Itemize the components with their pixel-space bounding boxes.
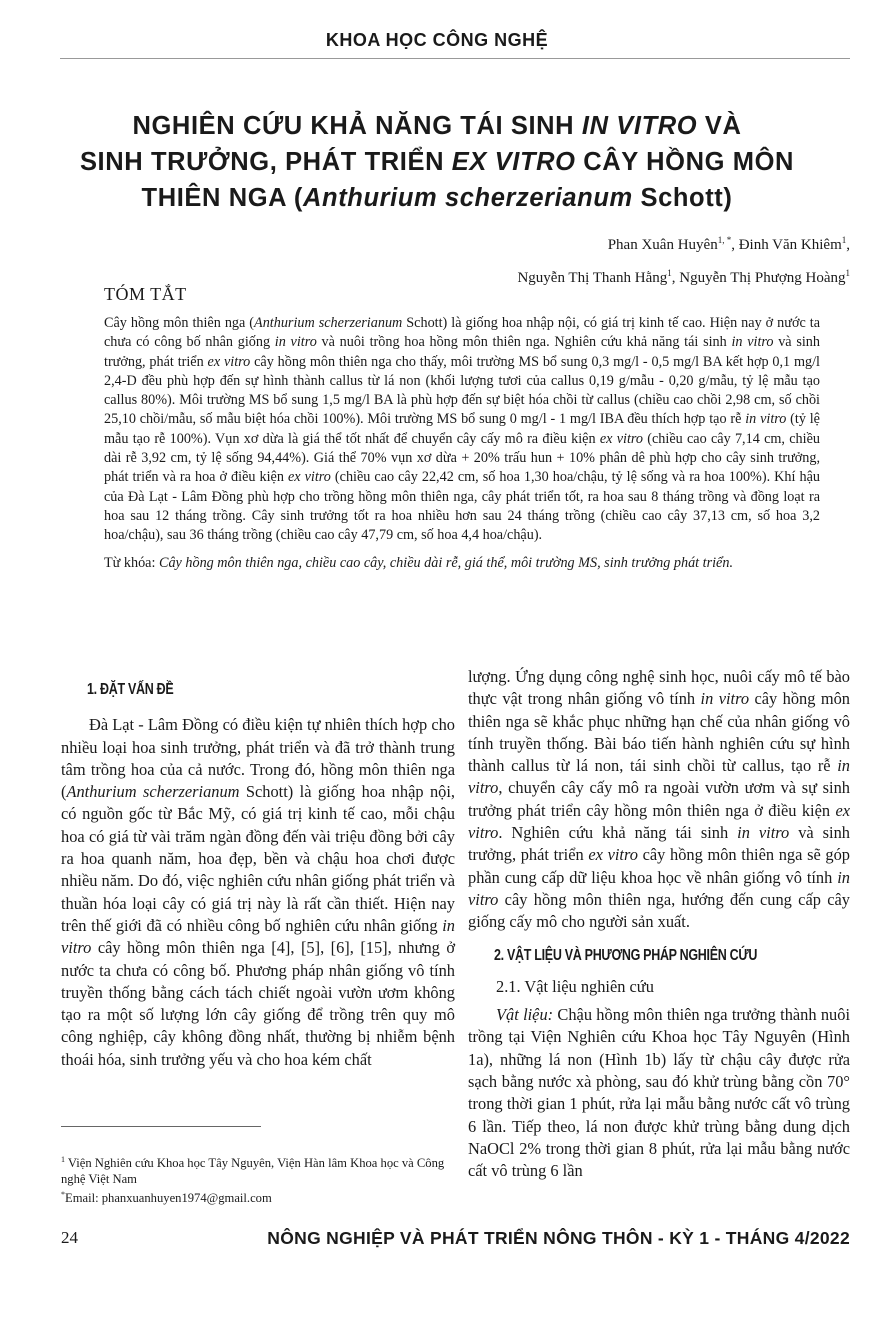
italic-text: ex vitro (599, 430, 643, 447)
text-run: Nguyễn Thị Thanh Hằng (517, 270, 668, 286)
superscript-mark: 1 (667, 268, 672, 278)
text-run: cây hồng môn thiên nga sẽ góp phần cung cấp dữ liệu khoa học về nhân giống vô tính (468, 845, 850, 887)
italic-text: EX VITRO (451, 148, 576, 176)
text-run: . Nghiên cứu khả năng tái sinh (498, 823, 738, 843)
page-number: 24 (61, 1228, 78, 1247)
journal-name: NÔNG NGHIỆP VÀ PHÁT TRIỂN NÔNG THÔN - KỲ 1 - THÁNG 4/2022 (267, 1228, 850, 1248)
text-run: VÀ (697, 112, 742, 140)
text-run: Schott) (632, 184, 733, 212)
footnote-divider (61, 1126, 261, 1127)
text-run: (chiều cao cây 22,42 cm, số hoa 1,30 hoa/chậu, tỷ lệ sống và ra hoa 100%). Khí hậu của Đà Lạt - Lâm Đồng phù hợp cho trồng hồng môn thiên nga, cây phát triển tốt, ra hoa sau 8 tháng trồng và đồng loạt ra hoa sau 12 tháng trồng. Cây sinh trưởng tốt ra hoa nhiều hơn sau 24 tháng trồng (chiều cao cây 37,13 cm, số hoa 3,2 hoa/chậu), sau 36 tháng trồng (chiều cao cây 47,79 cm, số hoa 4,4 hoa/chậu). (104, 469, 820, 544)
authors-line (517, 226, 850, 259)
text-run: NGHIÊN CỨU KHẢ NĂNG TÁI SINH (132, 112, 582, 140)
italic-text: ex vitro (468, 800, 850, 843)
italic-text: Cây hồng môn thiên nga, chiều cao cây, chiều dài rễ, giá thể, môi trường MS, sinh trưởng phát triển. (158, 554, 733, 571)
italic-text: IN VITRO (581, 112, 698, 140)
italic-text: ex vitro (207, 353, 251, 370)
text-run: CÂY HỒNG MÔN (575, 148, 795, 176)
italic-text: in vitro (737, 823, 790, 843)
abstract-body (104, 314, 820, 546)
text-run: THIÊN NGA ( (141, 184, 303, 212)
article-title (40, 108, 834, 216)
footnote-mark: * (61, 1190, 65, 1200)
section-header: KHOA HỌC CÔNG NGHỆ (325, 30, 549, 50)
text-run: cây hồng môn thiên nga sẽ khắc phục những hạn chế của nhân giống vô tính truyền thống. Bài báo tiến hành nghiên cứu sự hình thành callus từ lá non, tái sinh chồi từ callus, tạo rễ (468, 689, 850, 776)
italic-text: Vật liệu: (496, 1005, 554, 1025)
text-run: , (846, 237, 850, 253)
footnote-email (61, 1187, 451, 1206)
italic-text: in vitro (468, 756, 850, 798)
text-run: và sinh trưởng, phát triển (104, 334, 820, 370)
italic-text: Anthurium scherzerianum (254, 315, 403, 331)
superscript-mark: 1 (845, 268, 850, 278)
text-run: và sinh trưởng, phát triển (468, 823, 850, 865)
column-right (468, 666, 850, 1183)
italic-text: in vitro (700, 689, 750, 709)
abstract (104, 314, 820, 573)
text-run: Chậu hồng môn thiên nga trưởng thành nuôi trồng tại Viện Nghiên cứu Khoa học Tây Nguyên (Hình 1a), những lá non (Hình 1b) lấy từ chậu cây được rửa sạch bằng nước xà phòng, sau đó khử trùng bằng cồn 70° trong thời gian 1 phút, rửa lại mẫu bằng nước cất vô trùng 6 lần. Tiếp theo, lá non được khử trùng bằng dung dịch NaOCl 2% trong thời gian 8 phút, rửa lại mẫu bằng nước cất vô trùng 6 lần (468, 1005, 850, 1181)
text-run: Cây hồng môn thiên nga ( (104, 315, 255, 331)
footnotes (61, 1152, 451, 1206)
text-run: (tỷ lệ mẫu tạo rễ 100%). Vụn xơ dừa là giá thể tốt nhất để chuyển cây cấy mô ra điều kiện (104, 411, 820, 447)
authors-line (517, 259, 850, 292)
italic-text: Anthurium scherzerianum (66, 782, 240, 802)
text-run: , Đinh Văn Khiêm (731, 237, 842, 253)
section-2-paragraph (468, 1004, 850, 1182)
text-run: Từ khóa: (104, 554, 159, 571)
text-run: SINH TRƯỞNG, PHÁT TRIỂN (79, 148, 452, 176)
text-run: Phan Xuân Huyên (607, 237, 718, 253)
column-left (61, 676, 455, 1071)
text-run: và nuôi trồng hoa hồng môn thiên nga. Nghiên cứu khả năng tái sinh (316, 334, 732, 351)
text-run: , chuyển cây cấy mô ra ngoài vườn ươm và sự sinh trưởng phát triển cây hồng môn thiên nga ở điều kiện (468, 778, 850, 820)
header-divider (60, 58, 850, 59)
italic-text: in vitro (61, 915, 455, 958)
abstract-heading: TÓM TẮT (104, 284, 187, 304)
superscript-mark: 1, * (717, 235, 732, 245)
section-1-paragraph-continued (468, 666, 850, 934)
email-link[interactable]: Email: phanxuanhuyen1974@gmail.com (65, 1191, 272, 1206)
italic-text: in vitro (468, 867, 850, 909)
text-run: Đà Lạt - Lâm Đồng có điều kiện tự nhiên thích hợp cho nhiều loại hoa sinh trưởng, phát triển và đã trở thành trung tâm trồng hoa của cả nước. Trong đó, hồng môn thiên nga ( (61, 715, 455, 802)
keywords (104, 554, 820, 573)
text-run: cây hồng môn thiên nga [4], [5], [6], [15], nhưng ở nước ta chưa có công bố. Phương pháp nhân giống vô tính truyền thống bằng cách tách chiết ngoài vườn ươm không tạo ra một số lượng lớn cây giống để trồng trên quy mô công nghiệp, cây không đồng nhất, thường bị nhiễm bệnh thoái hóa, sinh trưởng yếu và cho hoa kém chất (61, 938, 455, 1069)
text-run: Schott) là giống hoa nhập nội, có giá trị kinh tế cao. Hiện nay ở nước ta chưa có công bố nhân giống (104, 315, 820, 351)
title-line (40, 108, 834, 144)
footnote-affiliation (61, 1152, 451, 1187)
italic-text: in vitro (745, 411, 787, 428)
text-run: cây hồng môn thiên nga, hướng đến cung cấp cây giống cấy mô cho người sản xuất. (468, 889, 850, 932)
text-run: , Nguyễn Thị Phượng Hoàng (671, 270, 846, 286)
italic-text: ex vitro (588, 845, 638, 865)
footnote-mark: 1 (61, 1155, 65, 1164)
italic-text: in vitro (274, 334, 317, 351)
section-1-paragraph (61, 714, 455, 1071)
italic-text: in vitro (731, 334, 774, 351)
subsection-2-1-heading: 2.1. Vật liệu nghiên cứu (496, 976, 654, 996)
title-line (40, 180, 834, 216)
text-run: cây hồng môn thiên nga cho thấy, môi trường MS bổ sung 0,3 mg/l - 0,5 mg/l BA kết hợp 0,1 mg/l 2,4-D đều phù hợp đến sự hình thành callus từ lá non (khối lượng tươi của callus 0,19 g/mẫu - 0,20 g/mẫu, tỷ lệ mẫu tạo callus 80%). Môi trường MS bổ sung 1,5 mg/l BA là phù hợp đến sự biệt hóa chồi từ callus (chiều cao chồi 2,98 cm, số chồi 25,10 chồi/mẫu, số mẫu biệt hóa chồi 100%). Môi trường MS bổ sung 0 mg/l - 1 mg/l IBA đều thích hợp tạo rễ (104, 353, 820, 428)
italic-text: Anthurium scherzerianum (303, 184, 633, 212)
text-run: Schott) là giống hoa nhập nội, có nguồn gốc từ Bắc Mỹ, có giá trị kinh tế cao, mỗi chậu hoa có giá từ vài trăm ngàn đồng đến vài triệu đồng bởi cây ra hoa quanh năm, hoa đẹp, bền và chậu hoa chơi được nhiều năm. Do đó, việc nghiên cứu nhân giống phát triển và thuần hóa loại cây có giá trị này là rất cần thiết. Hiện nay trên thế giới đã có nhiều công bố nghiên cứu nhân giống (61, 782, 455, 935)
footnote-text: Viện Nghiên cứu Khoa học Tây Nguyên, Viện Hàn lâm Khoa học và Công nghệ Việt Nam (61, 1156, 445, 1187)
italic-text: ex vitro (287, 469, 331, 486)
superscript-mark: 1 (841, 235, 847, 245)
section-2-heading: 2. VẬT LIỆU VÀ PHƯƠNG PHÁP NGHIÊN CỨU (494, 945, 758, 964)
section-1-heading: 1. ĐẶT VẤN ĐỀ (87, 680, 174, 698)
title-line (40, 144, 834, 180)
authors (517, 226, 850, 292)
text-run: lượng. Ứng dụng công nghệ sinh học, nuôi cấy mô tế bào thực vật trong nhân giống vô tính (468, 667, 850, 709)
text-run: (chiều cao cây 7,14 cm, chiều dài rễ 3,92 cm, tỷ lệ sống 94,44%). Giá thể 70% vụn xơ dừa + 20% trấu hun + 10% phân dê phù hợp cho cây sinh trưởng, phát triển và ra hoa ở điều kiện (104, 430, 820, 486)
